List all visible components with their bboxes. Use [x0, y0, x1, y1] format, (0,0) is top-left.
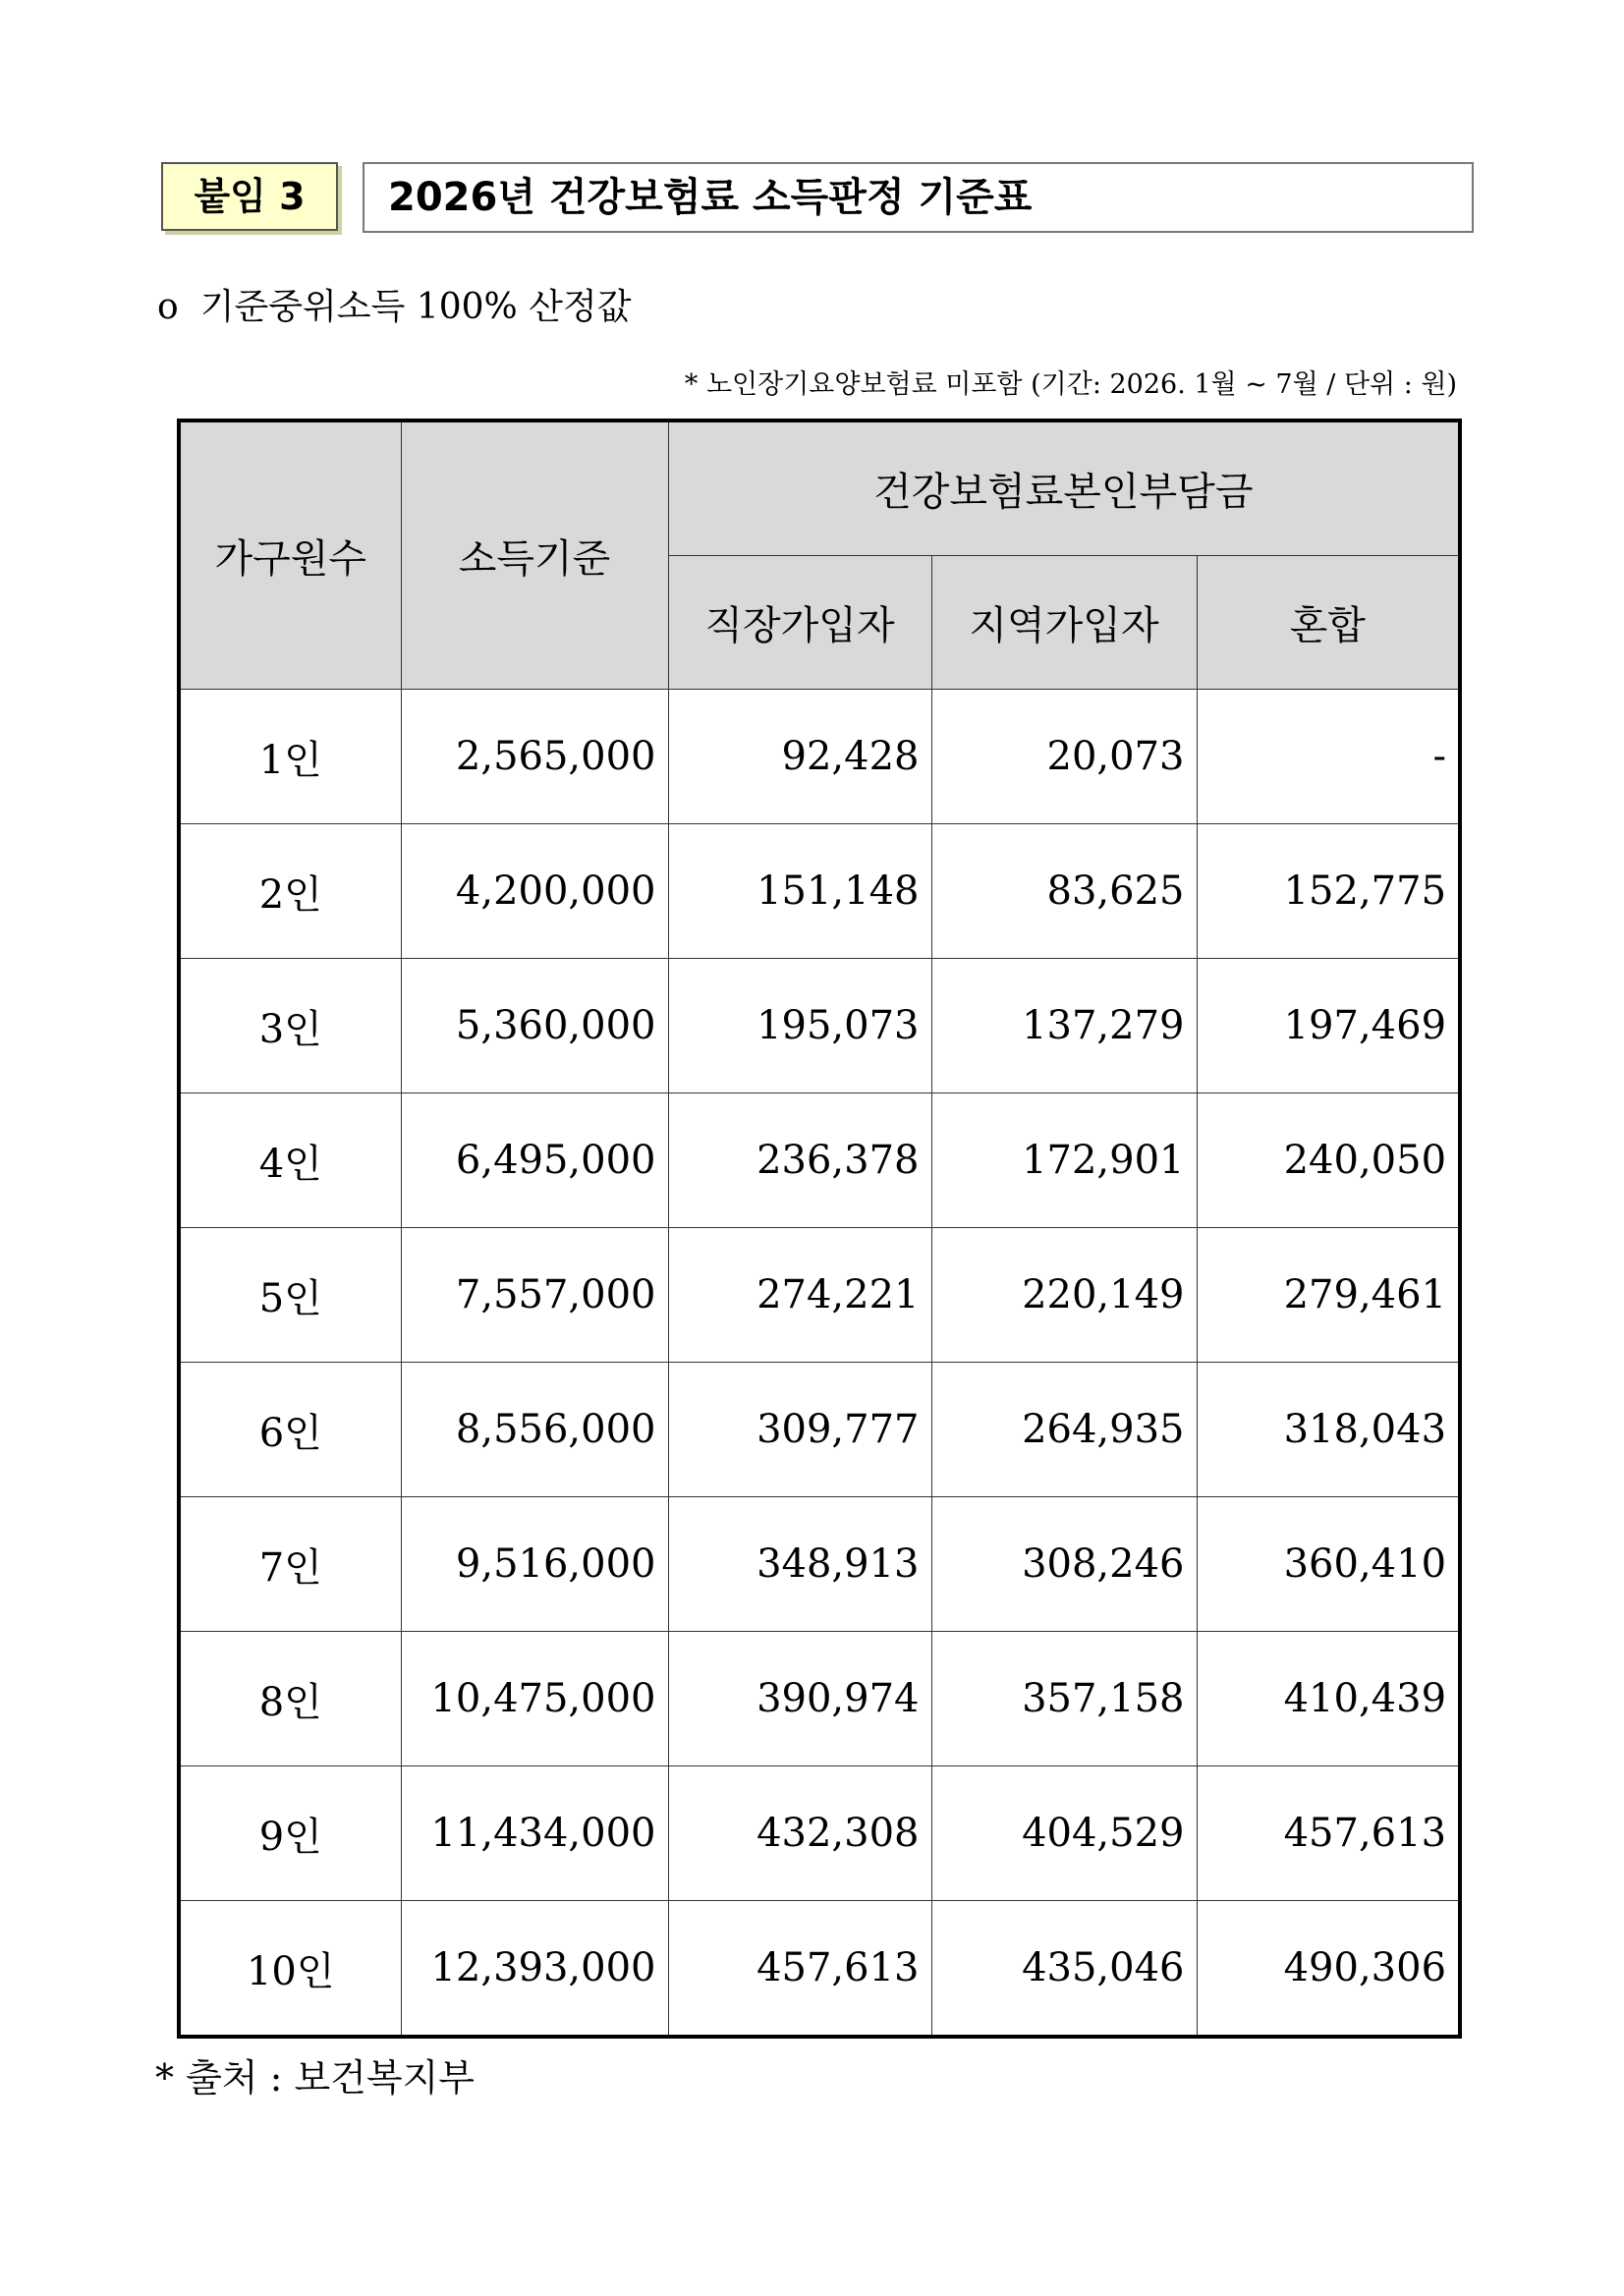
cell-income: 4,200,000: [401, 824, 668, 959]
bullet-line: [157, 283, 631, 332]
cell-mixed: 197,469: [1197, 959, 1460, 1093]
attachment-badge: 붙임 3: [161, 162, 338, 231]
cell-household: 1인: [179, 690, 401, 824]
cell-mixed: 318,043: [1197, 1363, 1460, 1497]
cell-regional: 220,149: [931, 1228, 1197, 1363]
table-row: [179, 824, 1460, 959]
cell-regional: 357,158: [931, 1632, 1197, 1766]
header-income: 소득기준: [401, 420, 668, 690]
cell-mixed: 360,410: [1197, 1497, 1460, 1632]
cell-employee: 432,308: [668, 1766, 931, 1901]
document-title: 2026년 건강보험료 소득판정 기준표: [363, 162, 1474, 233]
cell-mixed: 410,439: [1197, 1632, 1460, 1766]
cell-income: 7,557,000: [401, 1228, 668, 1363]
header-regional: 지역가입자: [931, 556, 1197, 690]
cell-income: 10,475,000: [401, 1632, 668, 1766]
cell-regional: 308,246: [931, 1497, 1197, 1632]
source-note: * 출처 : 보건복지부: [155, 2056, 475, 2100]
header-premium-group: 건강보험료본인부담금: [668, 420, 1460, 556]
cell-mixed: -: [1197, 690, 1460, 824]
cell-employee: 151,148: [668, 824, 931, 959]
cell-employee: 390,974: [668, 1632, 931, 1766]
cell-employee: 457,613: [668, 1901, 931, 2038]
cell-income: 8,556,000: [401, 1363, 668, 1497]
cell-mixed: 457,613: [1197, 1766, 1460, 1901]
cell-employee: 236,378: [668, 1093, 931, 1228]
cell-household: 2인: [179, 824, 401, 959]
cell-mixed: 279,461: [1197, 1228, 1460, 1363]
table-row: [179, 959, 1460, 1093]
header-household: 가구원수: [179, 420, 401, 690]
cell-household: 4인: [179, 1093, 401, 1228]
cell-household: 6인: [179, 1363, 401, 1497]
cell-employee: 309,777: [668, 1363, 931, 1497]
table-row: [179, 1228, 1460, 1363]
table-row: [179, 1363, 1460, 1497]
table-row: [179, 1766, 1460, 1901]
cell-household: 8인: [179, 1632, 401, 1766]
cell-employee: 274,221: [668, 1228, 931, 1363]
title-row: [161, 162, 1474, 233]
table-row: [179, 1093, 1460, 1228]
cell-mixed: 152,775: [1197, 824, 1460, 959]
cell-regional: 83,625: [931, 824, 1197, 959]
cell-income: 11,434,000: [401, 1766, 668, 1901]
cell-income: 5,360,000: [401, 959, 668, 1093]
cell-regional: 20,073: [931, 690, 1197, 824]
bullet-text: 기준중위소득 100% 산정값: [199, 287, 632, 327]
cell-household: 10인: [179, 1901, 401, 2038]
cell-household: 9인: [179, 1766, 401, 1901]
header-employee: 직장가입자: [668, 556, 931, 690]
cell-household: 7인: [179, 1497, 401, 1632]
income-criteria-table: [177, 419, 1462, 2039]
cell-income: 9,516,000: [401, 1497, 668, 1632]
header-mixed: 혼합: [1197, 556, 1460, 690]
cell-employee: 92,428: [668, 690, 931, 824]
cell-mixed: 490,306: [1197, 1901, 1460, 2038]
cell-income: 6,495,000: [401, 1093, 668, 1228]
cell-income: 12,393,000: [401, 1901, 668, 2038]
table-row: [179, 690, 1460, 824]
table-row: [179, 1901, 1460, 2038]
cell-income: 2,565,000: [401, 690, 668, 824]
cell-regional: 404,529: [931, 1766, 1197, 1901]
cell-household: 3인: [179, 959, 401, 1093]
cell-regional: 137,279: [931, 959, 1197, 1093]
cell-regional: 172,901: [931, 1093, 1197, 1228]
table-row: [179, 1497, 1460, 1632]
cell-regional: 435,046: [931, 1901, 1197, 2038]
cell-household: 5인: [179, 1228, 401, 1363]
table-row: [179, 1632, 1460, 1766]
cell-mixed: 240,050: [1197, 1093, 1460, 1228]
cell-employee: 348,913: [668, 1497, 931, 1632]
bullet-mark: o: [157, 287, 179, 327]
unit-note: * 노인장기요양보험료 미포함 (기간: 2026. 1월 ~ 7월 / 단위 : 원): [684, 369, 1457, 400]
cell-regional: 264,935: [931, 1363, 1197, 1497]
cell-employee: 195,073: [668, 959, 931, 1093]
